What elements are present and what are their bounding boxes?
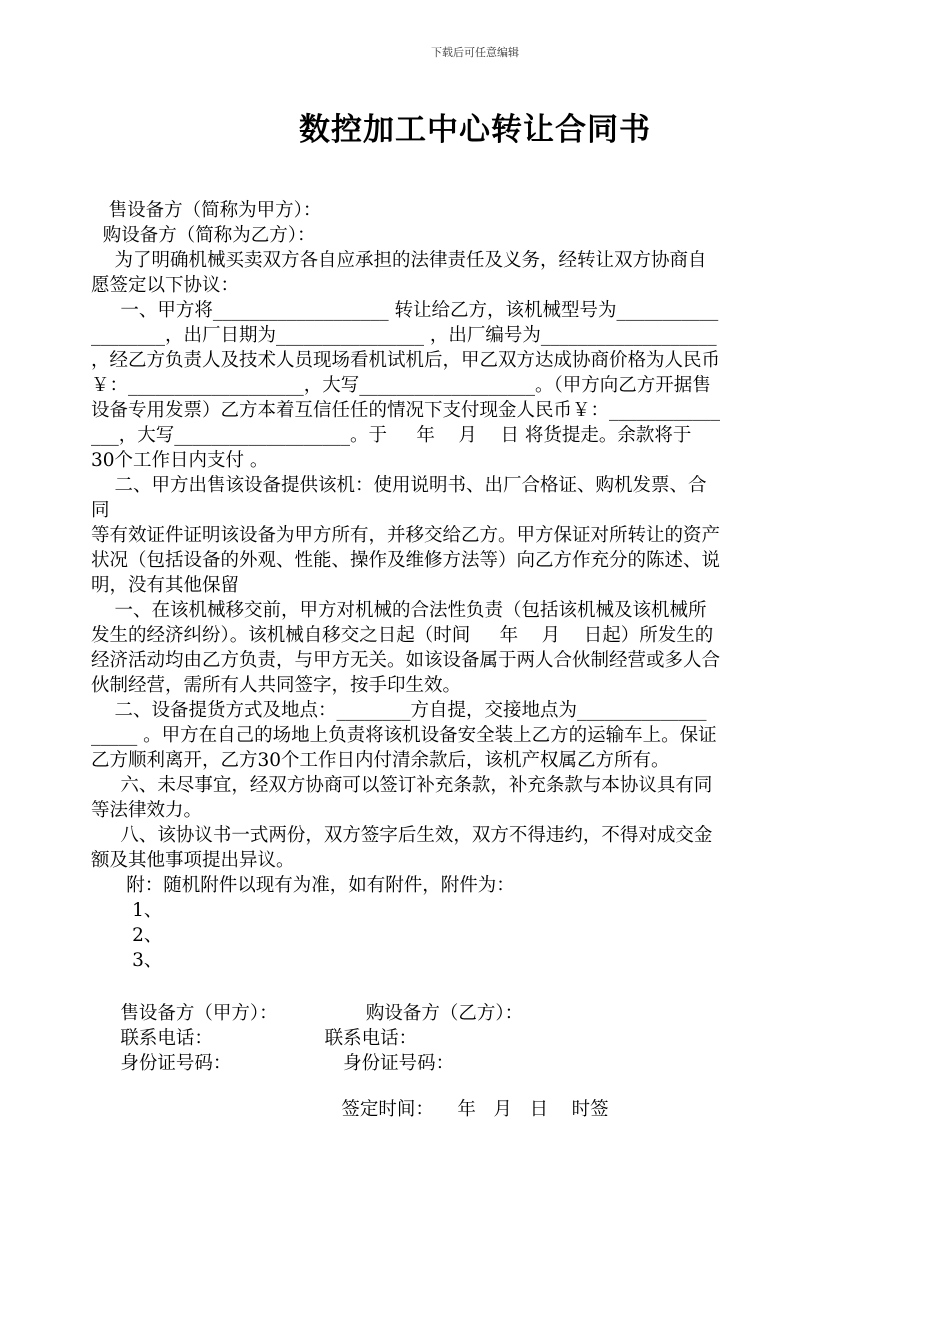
clause-line: 设备专用发票）乙方本着互信任任的情况下支付现金人民币￥：____________: [91, 400, 721, 421]
clause-line: 一、甲方将___________________ 转让给乙方，该机械型号为___________: [91, 300, 719, 321]
signature-party-row: 售设备方（甲方）： 购设备方（乙方）：: [91, 1003, 524, 1024]
attachment-item: 3、: [91, 950, 163, 971]
buyer-party-line: 购设备方（简称为乙方）：: [91, 225, 316, 246]
clause-line: 等法律效力。: [91, 800, 203, 821]
clause-line: 经济活动均由乙方负责，与甲方无关。如该设备属于两人合伙制经营或多人合: [91, 650, 721, 671]
clause-line: 等有效证件证明该设备为甲方所有，并移交给乙方。甲方保证对所转让的资产: [91, 525, 721, 546]
clause-line: _____ 。甲方在自己的场地上负责将该机设备安全装上乙方的运输车上。保证: [91, 725, 717, 746]
clause-line: 伙制经营，需所有人共同签字，按手印生效。: [91, 675, 462, 696]
clause-line: 乙方顺利离开，乙方30个工作日内付清余款后，该机产权属乙方所有。: [91, 750, 670, 771]
preamble-line: 愿签定以下协议：: [91, 275, 240, 296]
signing-date-line: 签定时间： 年 月 日 时签: [341, 1099, 609, 1120]
clause-line: 八、该协议书一式两份，双方签字后生效，双方不得违约，不得对成交金: [91, 825, 713, 846]
clause-line: 一、在该机械移交前，甲方对机械的合法性负责（包括该机械及该机械所: [91, 600, 707, 621]
clause-line: 六、未尽事宜，经双方协商可以签订补充条款，补充条款与本协议具有同: [91, 775, 713, 796]
clause-line: 发生的经济纠纷）。该机械自移交之日起（时间 年 月 日起）所发生的: [91, 625, 714, 646]
contract-body: [91, 198, 861, 1076]
clause-line: 二、甲方出售该设备提供该机：使用说明书、出厂合格证、购机发票、合: [91, 475, 707, 496]
clause-line: 额及其他事项提出异议。: [91, 850, 295, 871]
signature-phone-row: 联系电话： 联系电话：: [91, 1028, 418, 1049]
clause-line: ￥：___________________，大写___________________。（甲方向乙方开据售: [91, 375, 711, 396]
clause-line: 30个工作日内支付 。: [91, 450, 269, 471]
document-title: 数控加工中心转让合同书: [299, 112, 651, 148]
header-note: 下载后可任意编辑: [431, 46, 519, 59]
attachment-line: 附：随机附件以现有为准，如有附件，附件为：: [91, 875, 515, 896]
signature-id-row: 身份证号码： 身份证号码：: [91, 1053, 455, 1074]
clause-line: ___，大写___________________。于 年 月 日 将货提走。余款将于: [91, 425, 692, 446]
preamble-line: 为了明确机械买卖双方各自应承担的法律责任及义务，经转让双方协商自: [91, 250, 707, 271]
attachment-item: 1、: [91, 900, 163, 921]
clause-line: 二、设备提货方式及地点：________方自提，交接地点为______________: [91, 700, 707, 721]
seller-party-line: 售设备方（简称为甲方）：: [91, 200, 322, 221]
clause-line: 状况（包括设备的外观、性能、操作及维修方法等）向乙方作充分的陈述、说: [91, 550, 721, 571]
attachment-item: 2、: [91, 925, 163, 946]
clause-line: ________，出厂日期为________________ ，出厂编号为___________________: [91, 325, 717, 346]
clause-line: 明，没有其他保留: [91, 575, 240, 596]
clause-line: 同: [91, 500, 110, 521]
clause-line: ，经乙方负责人及技术人员现场看机试机后，甲乙双方达成协商价格为人民币: [91, 350, 721, 371]
spacer: [91, 973, 861, 1001]
